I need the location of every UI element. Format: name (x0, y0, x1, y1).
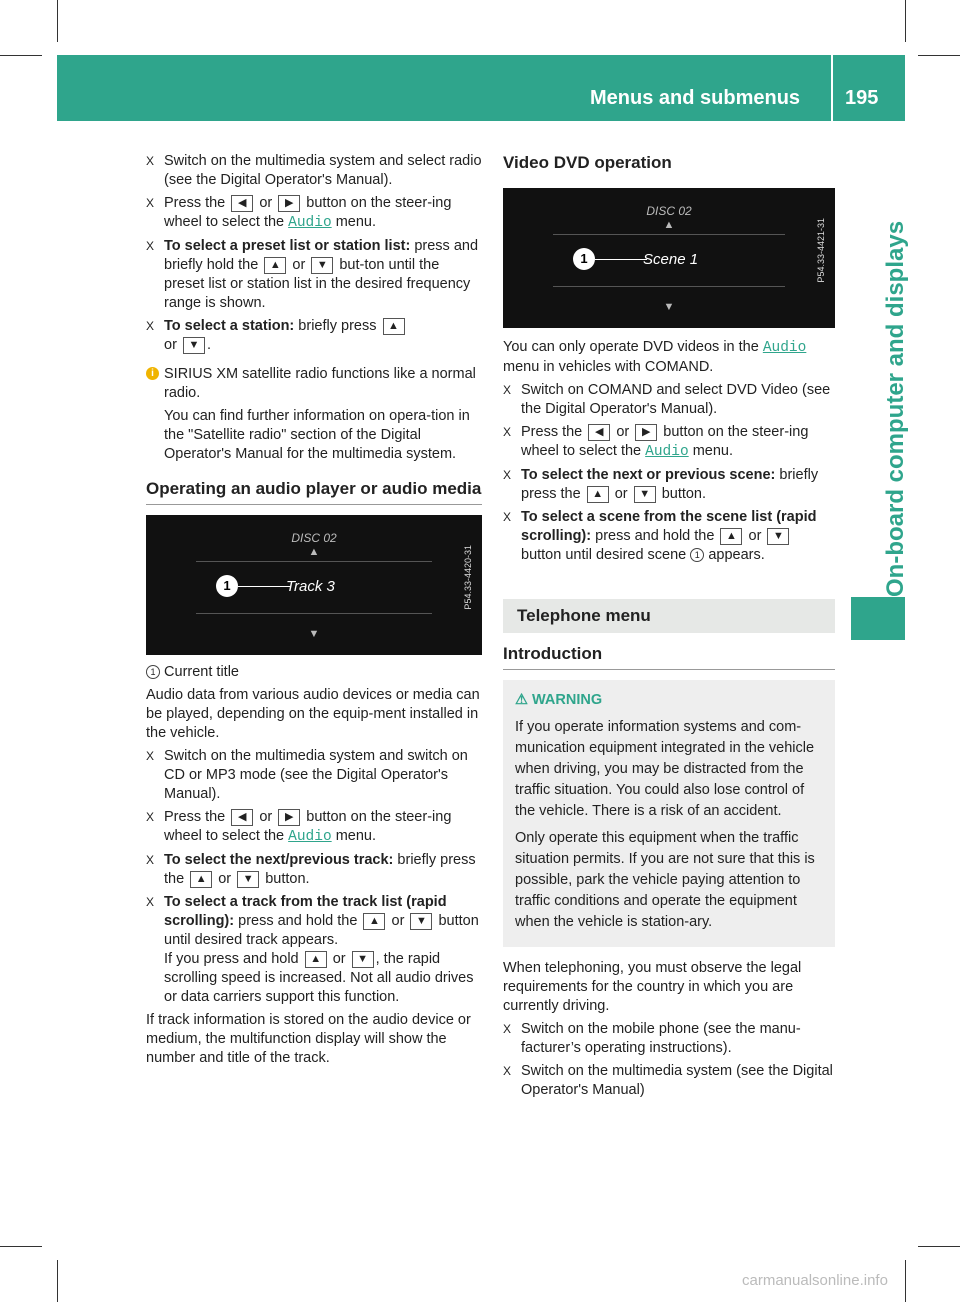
screen-line (196, 561, 431, 562)
crop-mark (905, 0, 906, 42)
heading-audio: Operating an audio player or audio media (146, 479, 482, 498)
audio-menu-link[interactable]: Audio (288, 215, 332, 231)
disc-label: DISC 02 (646, 204, 692, 218)
screen-line (553, 286, 785, 287)
crop-mark (57, 0, 58, 42)
paragraph: You can only operate DVD videos in the Audio menu in vehicles with COMAND. (503, 339, 807, 375)
up-key-icon: ▲ (587, 486, 609, 503)
image-ref: P54.33-4421-31 (816, 218, 826, 283)
arrow-icon: X (146, 810, 155, 824)
callout-leader (238, 586, 290, 587)
image-ref: P54.33-4420-31 (463, 545, 473, 610)
divider (146, 504, 482, 505)
step: X To select a preset list or station list: press and briefly hold the ▲ or ▼ but-ton until the preset list or station list in the desired frequency range is shown. (146, 238, 479, 311)
step: X Switch on the multimedia system and select radio (see the Digital Operator's Manual). (146, 153, 482, 188)
caption: 1 Current title (146, 663, 482, 682)
arrow-icon: X (146, 196, 155, 210)
crop-mark (918, 55, 960, 56)
arrow-icon: X (146, 749, 155, 763)
step: X Switch on the multimedia system (see the Digital Operator's Manual) (503, 1063, 833, 1098)
arrow-icon: X (503, 1064, 512, 1078)
down-key-icon: ▼ (767, 528, 789, 545)
left-column (146, 152, 482, 1072)
step: X To select a station: briefly press ▲ or ▼ . (146, 317, 482, 355)
up-key-icon: ▲ (383, 318, 405, 335)
step: X Switch on the multimedia system and switch on CD or MP3 mode (see the Digital Operator's Manual). (146, 748, 468, 802)
down-chevron-icon: ▼ (308, 628, 320, 640)
paragraph: If track information is stored on the audio device or medium, the multifunction display will show the number and title of the track. (146, 1012, 471, 1066)
down-key-icon: ▼ (237, 871, 259, 888)
step: X Press the ◀ or ▶ button on the steer-ing wheel to select the Audio menu. (146, 809, 452, 845)
arrow-icon: X (503, 510, 512, 524)
divider (503, 669, 835, 670)
screen-line (553, 234, 785, 235)
right-key-icon: ▶ (635, 424, 657, 441)
up-key-icon: ▲ (305, 951, 327, 968)
arrow-icon: X (146, 895, 155, 909)
warning-box (503, 680, 835, 947)
left-key-icon: ◀ (231, 195, 253, 212)
arrow-icon: X (146, 853, 155, 867)
right-column (503, 152, 835, 1104)
heading-introduction: Introduction (503, 644, 603, 663)
arrow-icon: X (146, 319, 155, 333)
step: X Press the ◀ or ▶ button on the steer-ing wheel to select the Audio menu. (146, 195, 452, 231)
left-key-icon: ◀ (588, 424, 610, 441)
down-key-icon: ▼ (410, 913, 432, 930)
right-key-icon: ▶ (278, 195, 300, 212)
screen-line (196, 613, 431, 614)
track-title: Track 3 (286, 578, 335, 595)
callout-num: 1 (146, 665, 160, 679)
audio-menu-link[interactable]: Audio (288, 829, 332, 845)
side-tab (840, 215, 930, 595)
crop-mark (0, 1246, 42, 1247)
crop-mark (57, 1260, 58, 1302)
step: X To select the next or previous scene: briefly press the ▲ or ▼ button. (503, 467, 819, 502)
step: X Switch on COMAND and select DVD Video (see the Digital Operator's Manual). (503, 382, 831, 417)
warning-heading: ⚠ WARNING (515, 692, 603, 708)
warning-text: Only operate this equipment when the traffic situation permits. If you are not sure that this is possible, park the vehicle paying attention to traffic conditions and operate the equipment when the vehicle is station-ary. (515, 830, 815, 930)
step: X Press the ◀ or ▶ button on the steer-ing wheel to select the Audio menu. (503, 424, 809, 460)
arrow-icon: X (146, 239, 155, 253)
section-heading-band (503, 599, 835, 633)
up-key-icon: ▲ (720, 528, 742, 545)
down-key-icon: ▼ (183, 337, 205, 354)
paragraph: Audio data from various audio devices or media can be played, depending on the equip-ment installed in the vehicle. (146, 687, 480, 741)
left-key-icon: ◀ (231, 809, 253, 826)
arrow-icon: X (503, 1022, 512, 1036)
step: X To select a track from the track list (rapid scrolling): press and hold the ▲ or ▼ button until desired track appears. If you press and hold ▲ or ▼ , the rapid scrolling speed is increased. Not all audio drives or data carriers support this function. (146, 894, 479, 1005)
heading-telephone: Telephone menu (517, 606, 651, 625)
step: X To select a scene from the scene list (rapid scrolling): press and hold the ▲ or ▼ button until desired scene 1 appears. (503, 509, 817, 563)
audio-menu-link[interactable]: Audio (762, 340, 807, 356)
side-tab-block (851, 597, 905, 640)
down-key-icon: ▼ (352, 951, 374, 968)
heading-video: Video DVD operation (503, 153, 672, 172)
callout-num: 1 (690, 548, 704, 562)
paragraph: When telephoning, you must observe the legal requirements for the country in which you are currently driving. (503, 960, 802, 1014)
up-chevron-icon: ▲ (663, 219, 675, 231)
down-key-icon: ▼ (311, 257, 333, 274)
page-number: 195 (845, 87, 879, 109)
info-note: i SIRIUS XM satellite radio functions like a normal radio. (146, 365, 482, 403)
arrow-icon: X (503, 425, 512, 439)
down-key-icon: ▼ (634, 486, 656, 503)
watermark: carmanualsonline.info (742, 1272, 888, 1289)
warning-triangle-icon: ⚠ (515, 692, 528, 708)
audio-menu-link[interactable]: Audio (645, 444, 689, 460)
scene-screen-image (503, 188, 835, 328)
header-divider (831, 55, 833, 121)
info-note-text: You can find further information on opera-tion in the "Satellite radio" section of the Digital Operator's Manual for the multimedia system. (164, 408, 470, 462)
crop-mark (0, 55, 42, 56)
track-screen-image (146, 515, 482, 655)
crop-mark (905, 1260, 906, 1302)
warning-text: If you operate information systems and com-munication equipment integrated in the vehicle when driving, you may be distracted from the traffic situation. You could also lose control of the vehicle. There is a risk of an accident. (515, 719, 815, 819)
up-key-icon: ▲ (264, 257, 286, 274)
info-icon: i (146, 367, 159, 380)
arrow-icon: X (503, 468, 512, 482)
scene-title: Scene 1 (643, 251, 699, 268)
step: X To select the next/previous track: briefly press the ▲ or ▼ button. (146, 852, 476, 887)
disc-label: DISC 02 (291, 531, 337, 545)
up-key-icon: ▲ (190, 871, 212, 888)
right-key-icon: ▶ (278, 809, 300, 826)
callout-leader (595, 259, 647, 260)
down-chevron-icon: ▼ (663, 301, 675, 313)
arrow-icon: X (503, 383, 512, 397)
step: X Switch on the mobile phone (see the manu-facturer’s operating instructions). (503, 1021, 801, 1056)
up-chevron-icon: ▲ (308, 546, 320, 558)
side-tab-label: On-board computer and displays (882, 220, 909, 597)
callout-1: 1 (216, 575, 238, 597)
section-title: Menus and submenus (590, 87, 801, 109)
arrow-icon: X (146, 154, 155, 168)
up-key-icon: ▲ (363, 913, 385, 930)
callout-1: 1 (573, 248, 595, 270)
crop-mark (918, 1246, 960, 1247)
